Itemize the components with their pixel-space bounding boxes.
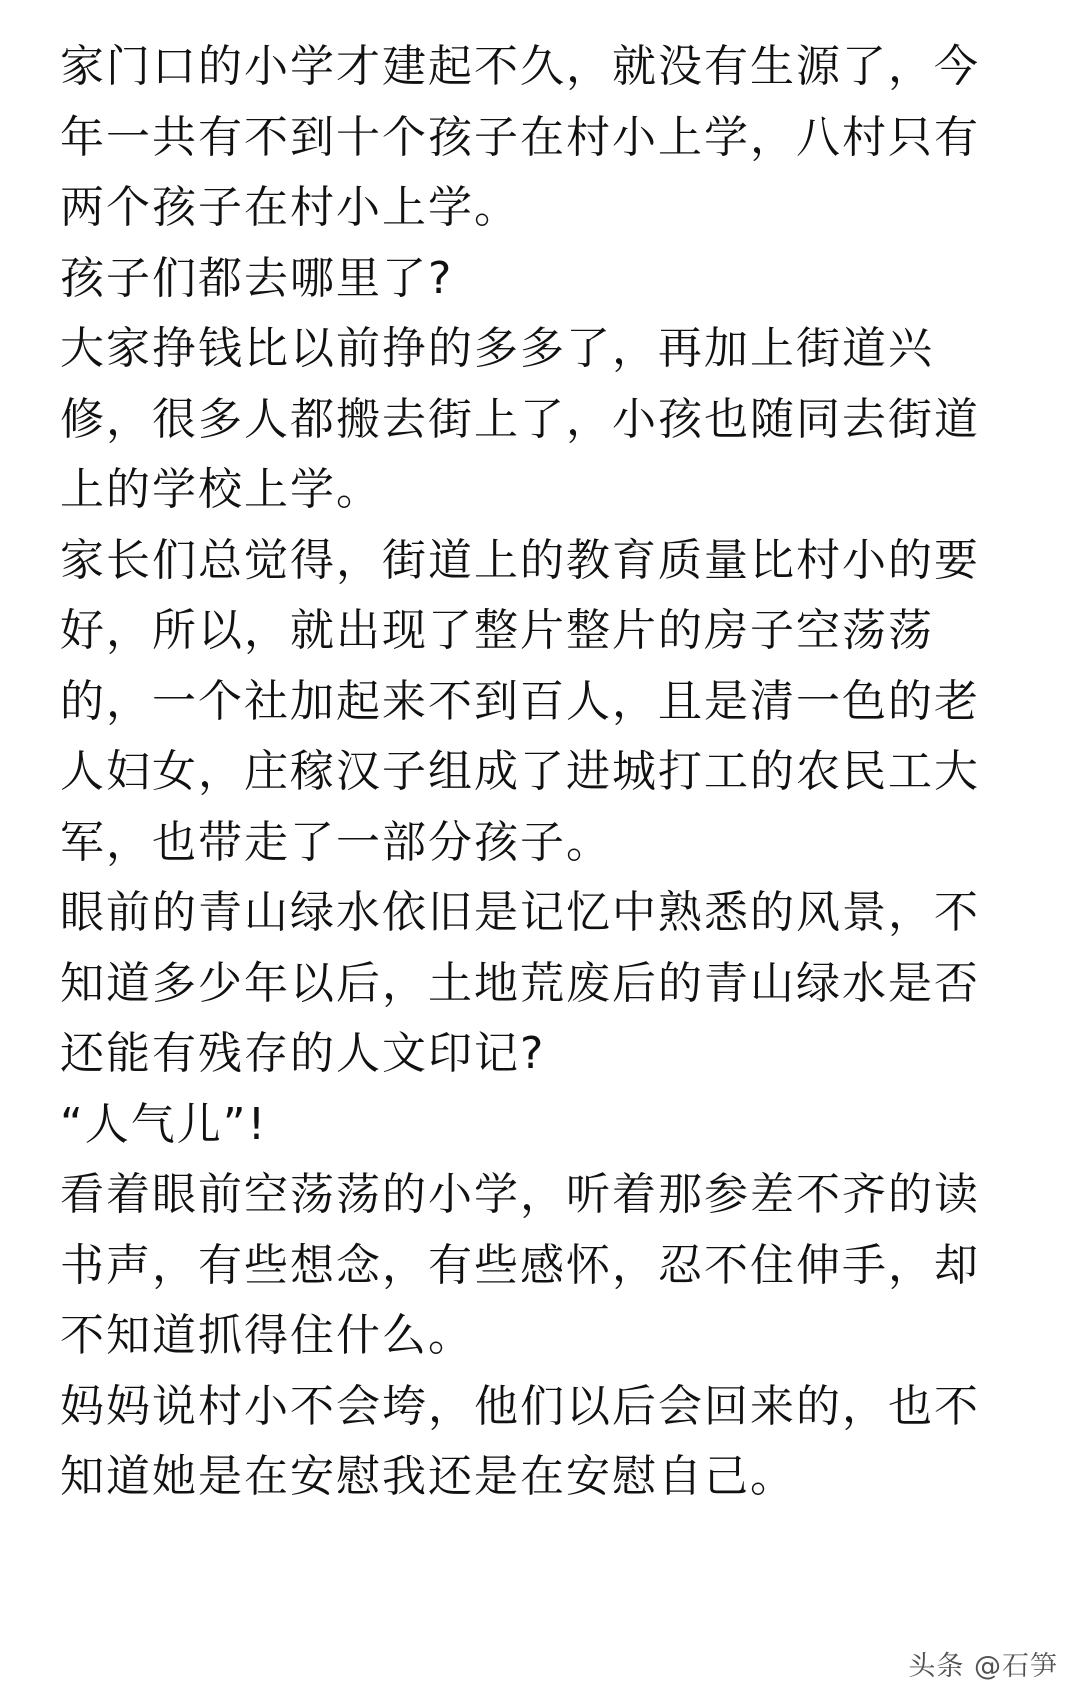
paragraph: 大家挣钱比以前挣的多多了，再加上街道兴修，很多人都搬去街上了，小孩也随同去街道上的学校上学。 — [60, 323, 980, 515]
article-body — [60, 32, 1020, 1513]
paragraph: 看着眼前空荡荡的小学，听着那参差不齐的读书声，有些想念，有些感怀，忍不住伸手，却不知道抓得住什么。 — [60, 1169, 980, 1361]
watermark: 头条 @石笋 — [908, 1651, 1058, 1682]
paragraph: 家门口的小学才建起不久，就没有生源了，今年一共有不到十个孩子在村小上学，八村只有两个孩子在村小上学。 — [60, 41, 980, 233]
paragraph: 孩子们都去哪里了? — [60, 252, 454, 304]
paragraph: 家长们总觉得，街道上的教育质量比村小的要好，所以，就出现了整片整片的房子空荡荡的，一个社加起来不到百人，且是清一色的老人妇女，庄稼汉子组成了进城打工的农民工大军，也带走了一部分孩子。 — [60, 534, 980, 868]
paragraph: 眼前的青山绿水依旧是记忆中熟悉的风景，不知道多少年以后，土地荒废后的青山绿水是否还能有残存的人文印记? — [60, 887, 980, 1079]
paragraph: 妈妈说村小不会垮，他们以后会回来的，也不知道她是在安慰我还是在安慰自己。 — [60, 1380, 980, 1502]
paragraph: “人气儿”! — [60, 1098, 268, 1150]
